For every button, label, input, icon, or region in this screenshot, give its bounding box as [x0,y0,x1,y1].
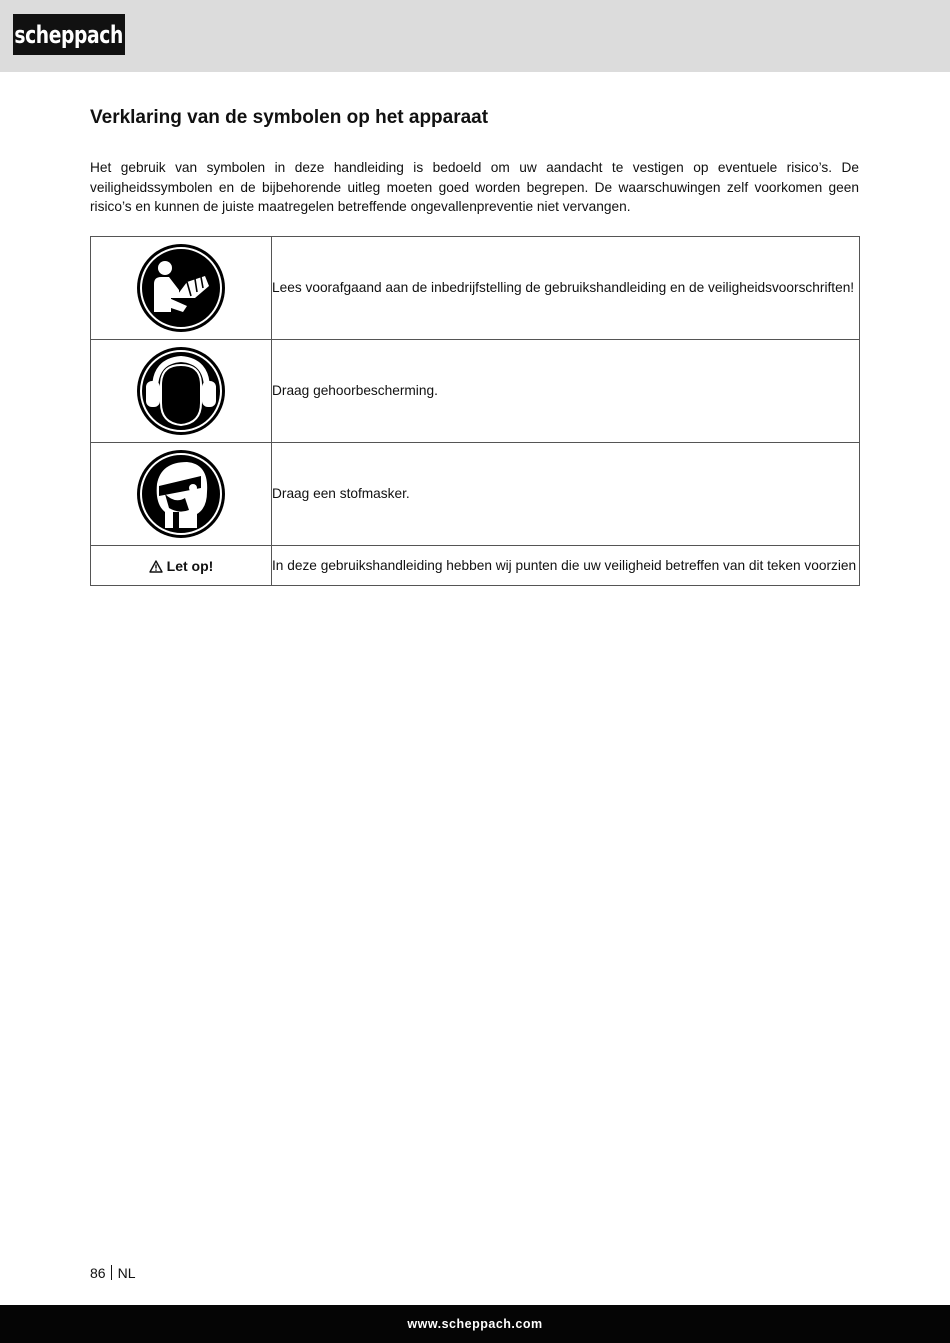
intro-paragraph: Het gebruik van symbolen in deze handleiding is bedoeld om uw aandacht te vestigen op eventuele risico’s. De veiligheidssymbolen en de bijbehorende uitleg moeten goed worden begrepen. De waarschuwingen zelf voorkomen geen risico’s en kunnen de juiste maatregelen betreffende ongevallenpreventie niet vervangen. [90,160,859,214]
footer-band [0,1305,950,1343]
table-row [91,443,860,546]
warning-triangle-icon [149,560,163,573]
page-number [90,1265,135,1281]
dust-mask-icon [135,448,227,540]
table-row [91,340,860,443]
read-manual-icon [135,242,227,334]
language-code: NL [117,1265,136,1281]
scheppach-logo [13,14,125,55]
note-label-cell [91,546,272,586]
website-link[interactable]: www.scheppach.com [407,1317,543,1331]
header-band [0,0,950,72]
hearing-protection-icon [135,345,227,437]
note-label: Let op! [166,557,214,574]
logo-text: scheppach [14,20,124,49]
section-title: Verklaring van de symbolen op het apparaat [90,107,489,128]
note-description: In deze gebruikshandleiding hebben wij punten die uw veiligheid betreffen van dit teken voorzien [272,546,860,586]
symbol-description: Draag een stofmasker. [272,443,860,546]
symbol-description: Lees voorafgaand aan de inbedrijfstelling de gebruikshandleiding en de veiligheidsvoorschriften! [272,237,860,340]
symbol-cell [91,237,272,340]
table-row [91,546,860,586]
symbols-table [90,236,860,586]
symbol-description: Draag gehoorbescherming. [272,340,860,443]
separator [111,1265,112,1280]
page-number-value: 86 [90,1265,106,1281]
symbol-cell [91,340,272,443]
table-row [91,237,860,340]
symbol-cell [91,443,272,546]
